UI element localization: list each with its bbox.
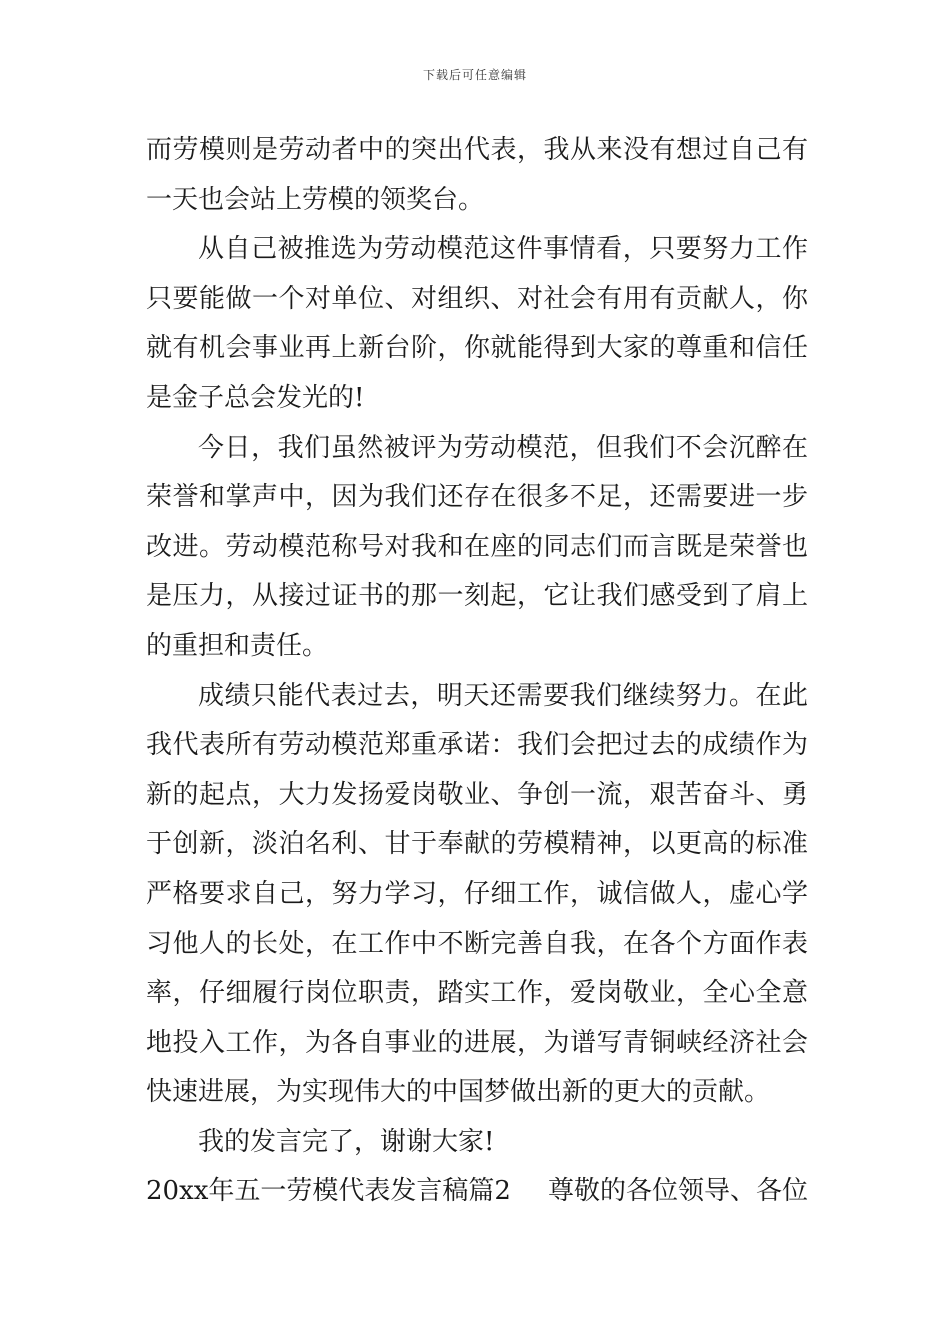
text-line: 习他人的长处，在工作中不断完善自我，在各个方面作表 xyxy=(146,928,808,959)
text-line: 严格要求自己，努力学习，仔细工作，诚信做人，虚心学 xyxy=(146,878,808,909)
next-section-title: 20xx年五一劳模代表发言稿篇2 xyxy=(146,1176,511,1207)
text-line: 荣誉和掌声中，因为我们还存在很多不足，还需要进一步 xyxy=(146,482,808,513)
text-line: 我的发言完了，谢谢大家! xyxy=(198,1126,495,1157)
next-section-line xyxy=(146,1167,808,1217)
text-line: 地投入工作，为各自事业的进展，为谱写青铜峡经济社会 xyxy=(146,1027,808,1058)
text-line: 只要能做一个对单位、对组织、对社会有用有贡献人，你 xyxy=(146,283,808,314)
text-line: 一天也会站上劳模的领奖台。 xyxy=(146,184,485,215)
document-body xyxy=(146,126,808,1217)
next-section-greeting: 尊敬的各位领导、各位 xyxy=(547,1176,808,1207)
text-line: 是压力，从接过证书的那一刻起，它让我们感受到了肩上 xyxy=(146,581,808,612)
text-line: 快速进展，为实现伟大的中国梦做出新的更大的贡献。 xyxy=(146,1077,771,1108)
text-line: 成绩只能代表过去，明天还需要我们继续努力。在此 xyxy=(198,680,808,711)
text-line: 我代表所有劳动模范郑重承诺：我们会把过去的成绩作为 xyxy=(146,730,808,761)
text-line: 改进。劳动模范称号对我和在座的同志们而言既是荣誉也 xyxy=(146,531,808,562)
header-note: 下载后可任意编辑 xyxy=(422,68,527,82)
text-line: 的重担和责任。 xyxy=(146,630,329,661)
text-line: 而劳模则是劳动者中的突出代表，我从来没有想过自己有 xyxy=(146,135,808,165)
text-line: 于创新，淡泊名利、甘于奉献的劳模精神，以更高的标准 xyxy=(146,829,808,860)
text-line: 从自己被推选为劳动模范这件事情看，只要努力工作 xyxy=(198,234,808,265)
text-line: 率，仔细履行岗位职责，踏实工作，爱岗敬业，全心全意 xyxy=(146,978,808,1009)
text-line: 是金子总会发光的! xyxy=(146,382,365,413)
text-line: 今日，我们虽然被评为劳动模范，但我们不会沉醉在 xyxy=(198,432,808,463)
text-line: 就有机会事业再上新台阶，你就能得到大家的尊重和信任 xyxy=(146,333,808,364)
text-line: 新的起点，大力发扬爱岗敬业、争创一流，艰苦奋斗、勇 xyxy=(146,779,808,810)
